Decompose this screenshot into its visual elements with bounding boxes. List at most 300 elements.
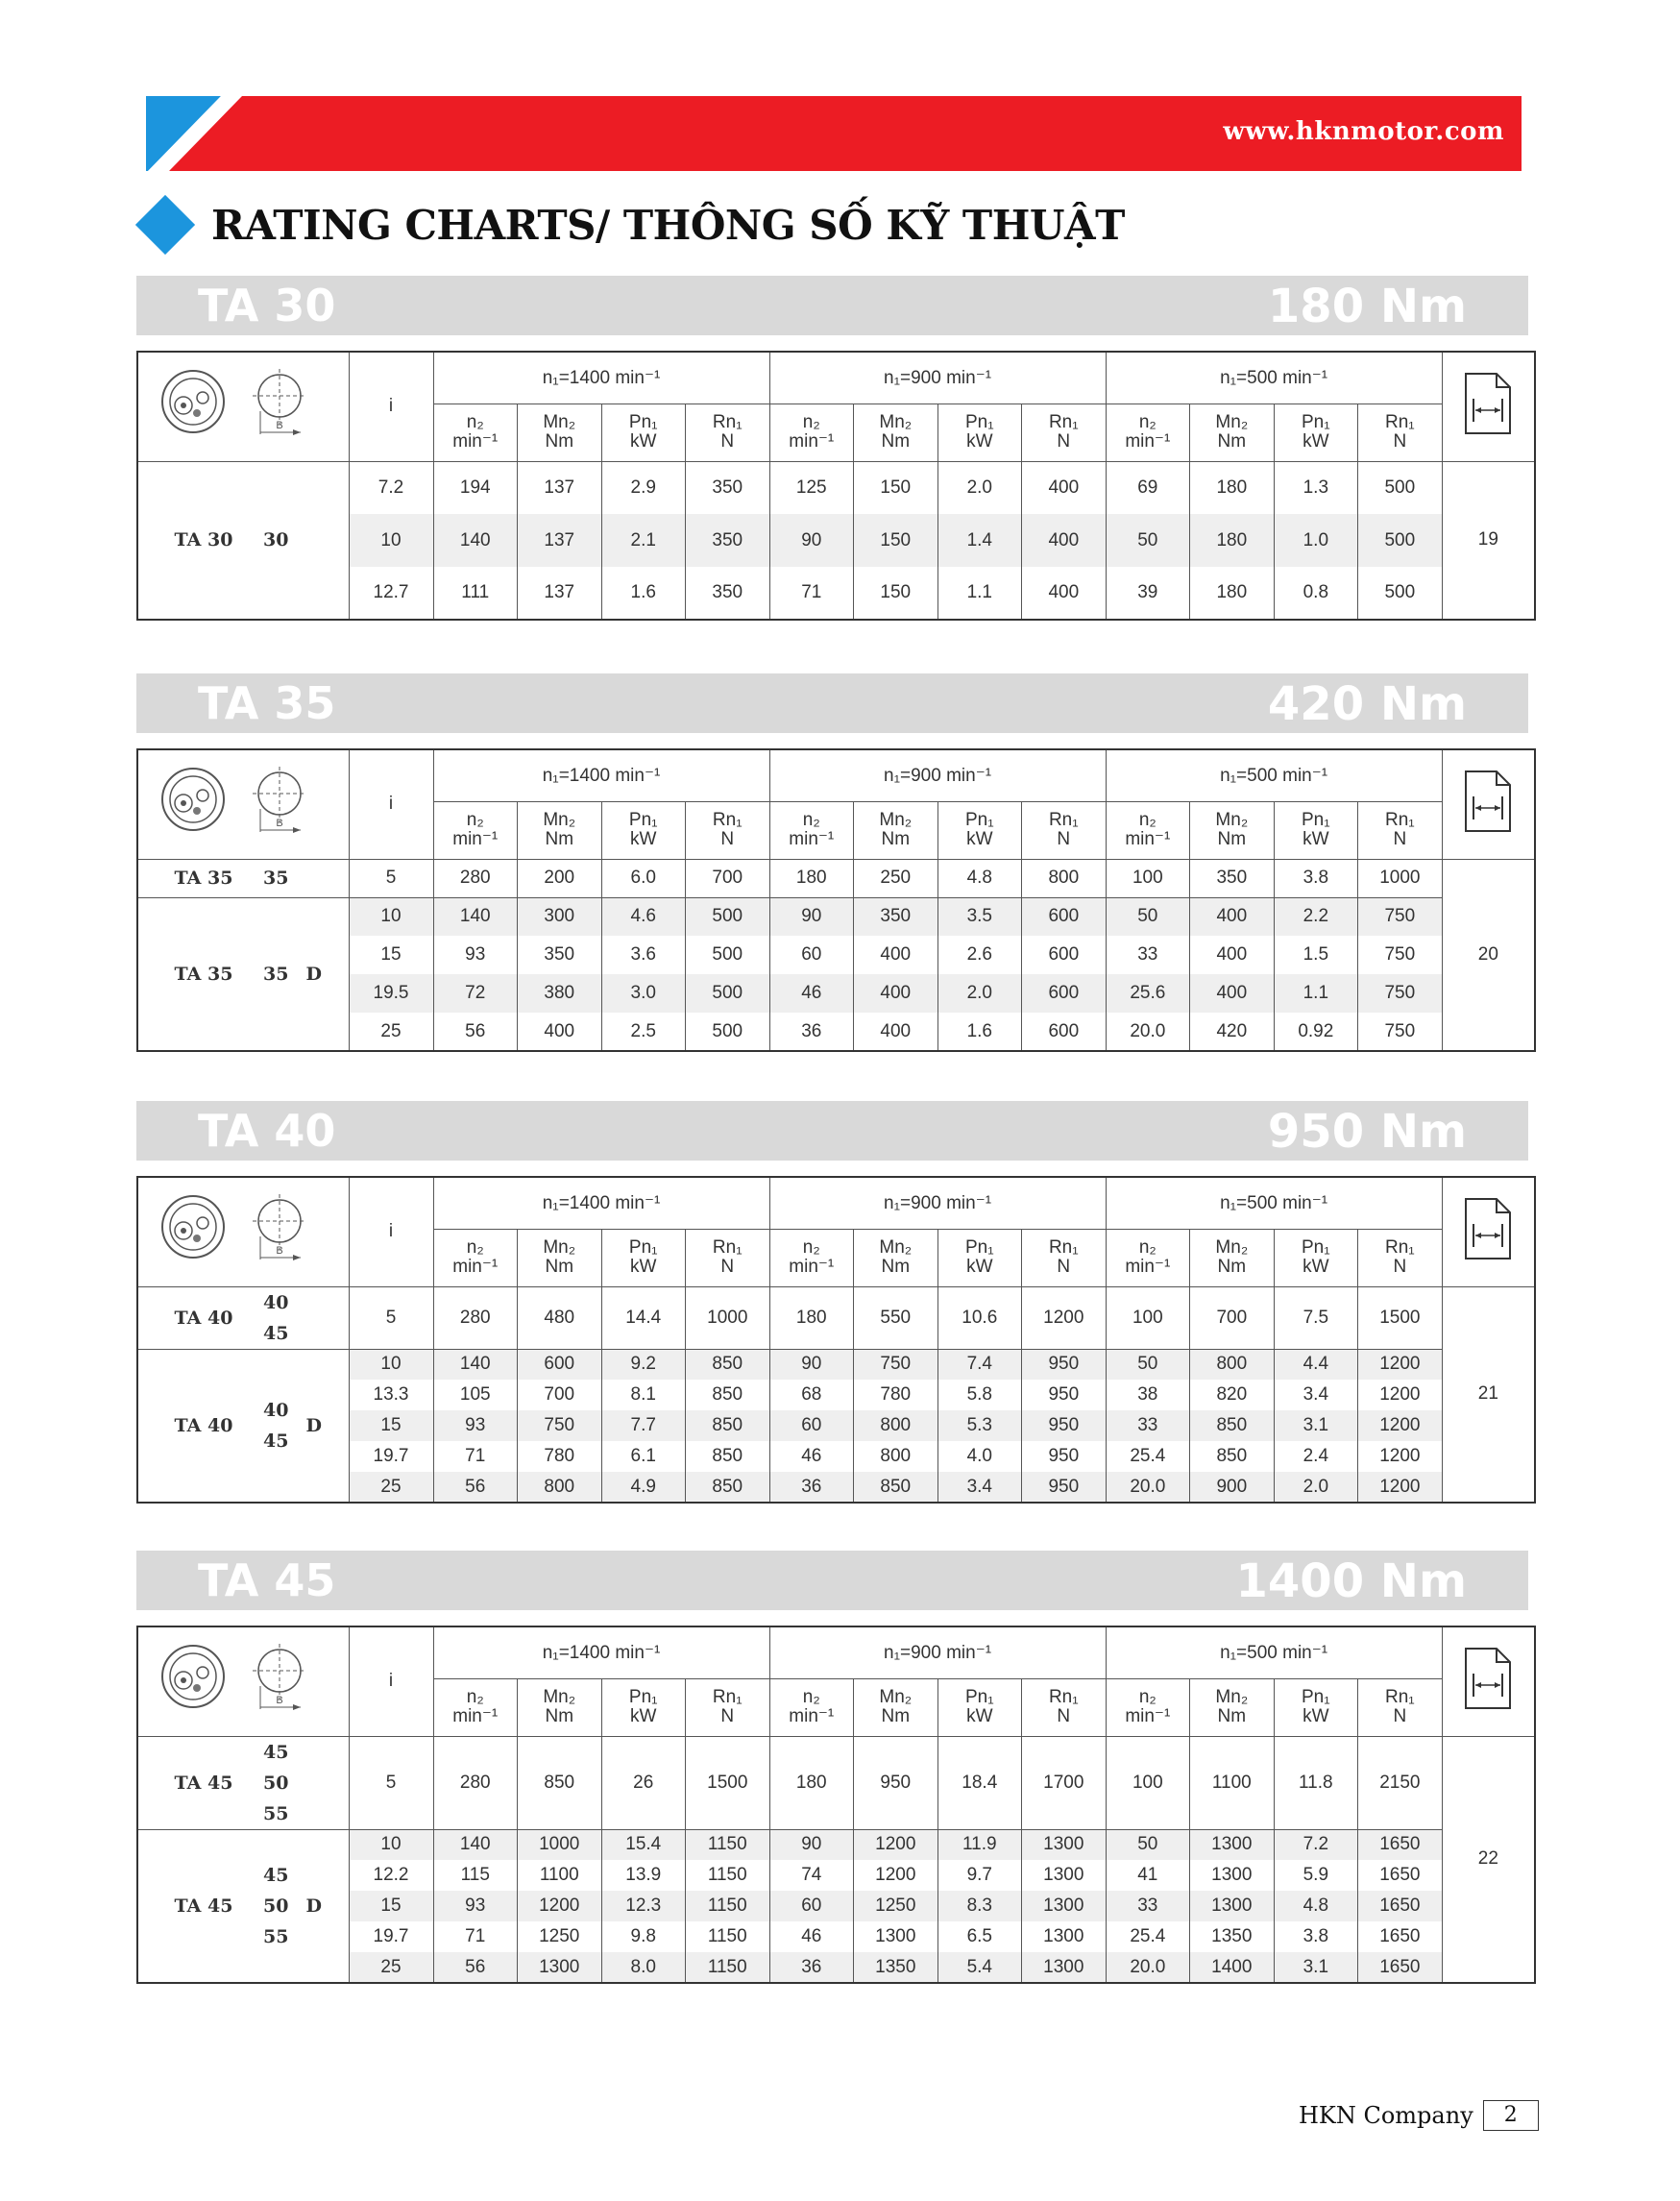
value-cell: 33 — [1106, 1410, 1190, 1441]
doc-icon-cell — [1442, 749, 1535, 859]
value-cell: 400 — [1022, 514, 1107, 567]
value-cell: 850 — [518, 1736, 602, 1829]
value-cell: 1300 — [1022, 1891, 1107, 1921]
gearbox-icon-cell — [137, 1177, 349, 1286]
value-cell: 1650 — [1358, 1921, 1443, 1952]
size-label: 35 — [263, 963, 289, 985]
ratio-cell: 10 — [349, 897, 433, 936]
sub-column-header — [1358, 404, 1443, 461]
value-cell: 900 — [1190, 1472, 1275, 1503]
value-cell: 950 — [1022, 1349, 1107, 1380]
value-cell: 600 — [1022, 897, 1107, 936]
ratio-cell: 15 — [349, 936, 433, 974]
sub-header-unit: N — [720, 1706, 735, 1726]
sub-column-header — [518, 404, 602, 461]
sub-header-symbol: n₂ — [802, 412, 820, 432]
value-cell: 400 — [1190, 936, 1275, 974]
value-cell: 2.0 — [937, 974, 1022, 1013]
sub-header-symbol: n₂ — [802, 810, 820, 830]
value-cell: 1200 — [1358, 1349, 1443, 1380]
ratio-cell: 10 — [349, 1349, 433, 1380]
value-cell: 1.6 — [937, 1013, 1022, 1051]
value-cell: 300 — [518, 897, 602, 936]
model-name: TA 40 — [174, 1414, 233, 1436]
value-cell: 56 — [433, 1472, 518, 1503]
input-speed-header: n₁=500 min⁻¹ — [1106, 352, 1442, 404]
model-suffix: D — [305, 1414, 322, 1436]
sub-column-header — [769, 1678, 854, 1736]
sub-column-header — [1106, 1229, 1190, 1286]
value-cell: 3.1 — [1274, 1410, 1358, 1441]
value-cell: 1300 — [1190, 1891, 1275, 1921]
sub-header-symbol: Mn₂ — [879, 810, 913, 830]
sub-header-unit: min⁻¹ — [789, 829, 835, 849]
sub-header-unit: N — [1057, 1706, 1071, 1726]
value-cell: 850 — [686, 1410, 770, 1441]
sub-header-unit: min⁻¹ — [1125, 431, 1171, 452]
ratio-cell: 15 — [349, 1891, 433, 1921]
value-cell: 800 — [1190, 1349, 1275, 1380]
sub-header-unit: min⁻¹ — [789, 431, 835, 452]
value-cell: 90 — [769, 1829, 854, 1860]
size-label: 45 — [263, 1741, 289, 1763]
value-cell: 3.8 — [1274, 859, 1358, 897]
sub-header-unit: N — [1393, 1706, 1407, 1726]
svg-text:B: B — [276, 818, 283, 830]
sub-header-symbol: Pn₁ — [1301, 1687, 1330, 1707]
sub-header-symbol: Rn₁ — [1384, 810, 1415, 830]
value-cell: 50 — [1106, 1349, 1190, 1380]
sub-header-unit: kW — [966, 431, 993, 452]
value-cell: 400 — [854, 1013, 938, 1051]
value-cell: 850 — [686, 1441, 770, 1472]
value-cell: 90 — [769, 897, 854, 936]
sub-header-unit: min⁻¹ — [452, 1257, 499, 1277]
sub-column-header — [601, 801, 686, 859]
sub-header-unit: min⁻¹ — [1125, 1706, 1171, 1726]
catalog-page-ref[interactable]: 21 — [1442, 1286, 1535, 1503]
value-cell: 280 — [433, 1736, 518, 1829]
value-cell: 850 — [1190, 1441, 1275, 1472]
value-cell: 71 — [433, 1921, 518, 1952]
value-cell: 8.3 — [937, 1891, 1022, 1921]
sub-header-symbol: Pn₁ — [628, 1687, 658, 1707]
value-cell: 1650 — [1358, 1860, 1443, 1891]
value-cell: 9.8 — [601, 1921, 686, 1952]
value-cell: 25.4 — [1106, 1921, 1190, 1952]
sub-column-header — [769, 1229, 854, 1286]
value-cell: 1650 — [1358, 1891, 1443, 1921]
size-label: 45 — [263, 1430, 289, 1452]
sub-header-symbol: n₂ — [1138, 1687, 1157, 1707]
value-cell: 180 — [1190, 461, 1275, 514]
value-cell: 93 — [433, 1410, 518, 1441]
section-torque: 420 Nm — [1267, 677, 1467, 731]
value-cell: 140 — [433, 514, 518, 567]
value-cell: 1400 — [1190, 1952, 1275, 1983]
sub-column-header — [854, 801, 938, 859]
value-cell: 1200 — [518, 1891, 602, 1921]
sub-column-header — [769, 801, 854, 859]
value-cell: 1300 — [1022, 1829, 1107, 1860]
sub-column-header — [937, 1229, 1022, 1286]
model-name-cell — [137, 1286, 349, 1349]
value-cell: 3.0 — [601, 974, 686, 1013]
page-title — [144, 194, 1125, 256]
value-cell: 20.0 — [1106, 1013, 1190, 1051]
value-cell: 100 — [1106, 1286, 1190, 1349]
sub-header-symbol: Rn₁ — [1048, 1687, 1079, 1707]
sub-header-symbol: Mn₂ — [1215, 1687, 1249, 1707]
sub-header-symbol: n₂ — [466, 412, 484, 432]
sub-header-symbol: Rn₁ — [1048, 810, 1079, 830]
value-cell: 100 — [1106, 1736, 1190, 1829]
value-cell: 5.8 — [937, 1380, 1022, 1410]
value-cell: 500 — [1358, 461, 1443, 514]
sub-column-header — [686, 404, 770, 461]
sub-header-unit: Nm — [1217, 431, 1247, 452]
sub-header-unit: N — [720, 829, 735, 849]
value-cell: 2.9 — [601, 461, 686, 514]
sub-column-header — [769, 404, 854, 461]
sub-column-header — [518, 1229, 602, 1286]
sub-header-symbol: Mn₂ — [543, 1687, 576, 1707]
value-cell: 137 — [518, 514, 602, 567]
ratio-cell: 12.7 — [349, 567, 433, 620]
value-cell: 1150 — [686, 1891, 770, 1921]
catalog-page-ref[interactable]: 22 — [1442, 1736, 1535, 1983]
input-speed-header: n₁=500 min⁻¹ — [1106, 749, 1442, 801]
value-cell: 13.9 — [601, 1860, 686, 1891]
value-cell: 36 — [769, 1472, 854, 1503]
model-name-cell — [137, 461, 349, 620]
value-cell: 68 — [769, 1380, 854, 1410]
sub-header-symbol: Pn₁ — [1301, 1237, 1330, 1258]
value-cell: 12.3 — [601, 1891, 686, 1921]
value-cell: 20.0 — [1106, 1472, 1190, 1503]
input-speed-header: n₁=500 min⁻¹ — [1106, 1177, 1442, 1229]
value-cell: 150 — [854, 567, 938, 620]
sub-header-symbol: Pn₁ — [628, 810, 658, 830]
rating-section-3 — [136, 1101, 1528, 1504]
section-model: TA 35 — [198, 677, 336, 729]
section-band — [136, 1101, 1528, 1161]
value-cell: 1100 — [1190, 1736, 1275, 1829]
value-cell: 2.1 — [601, 514, 686, 567]
input-speed-header: n₁=900 min⁻¹ — [769, 1626, 1106, 1678]
sub-header-symbol: Pn₁ — [628, 1237, 658, 1258]
model-name-cell — [137, 1736, 349, 1829]
sub-header-symbol: Mn₂ — [543, 1237, 576, 1258]
sub-header-unit: N — [1393, 431, 1407, 452]
sub-header-symbol: n₂ — [1138, 810, 1157, 830]
model-name-cell — [137, 859, 349, 897]
value-cell: 9.7 — [937, 1860, 1022, 1891]
section-model: TA 45 — [198, 1554, 336, 1606]
value-cell: 3.1 — [1274, 1952, 1358, 1983]
page-title-text: RATING CHARTS/ THÔNG SỐ KỸ THUẬT — [211, 201, 1125, 249]
rating-table — [136, 1626, 1536, 1984]
value-cell: 36 — [769, 1952, 854, 1983]
sub-column-header — [1274, 1678, 1358, 1736]
sub-header-unit: kW — [966, 1706, 993, 1726]
ratio-cell: 5 — [349, 1286, 433, 1349]
size-label: 45 — [263, 1864, 289, 1886]
value-cell: 137 — [518, 567, 602, 620]
value-cell: 74 — [769, 1860, 854, 1891]
model-name: TA 45 — [174, 1895, 233, 1917]
value-cell: 90 — [769, 1349, 854, 1380]
ratio-cell: 25 — [349, 1952, 433, 1983]
value-cell: 350 — [518, 936, 602, 974]
sub-header-unit: Nm — [1217, 1257, 1247, 1277]
value-cell: 33 — [1106, 1891, 1190, 1921]
value-cell: 8.1 — [601, 1380, 686, 1410]
value-cell: 137 — [518, 461, 602, 514]
value-cell: 150 — [854, 514, 938, 567]
size-label: 50 — [263, 1772, 289, 1794]
value-cell: 500 — [686, 897, 770, 936]
sub-column-header — [1274, 801, 1358, 859]
value-cell: 5.3 — [937, 1410, 1022, 1441]
value-cell: 72 — [433, 974, 518, 1013]
sub-header-unit: min⁻¹ — [452, 1706, 499, 1726]
value-cell: 140 — [433, 897, 518, 936]
value-cell: 800 — [854, 1410, 938, 1441]
value-cell: 105 — [433, 1380, 518, 1410]
ratio-cell: 19.5 — [349, 974, 433, 1013]
value-cell: 500 — [686, 1013, 770, 1051]
value-cell: 1.1 — [1274, 974, 1358, 1013]
value-cell: 90 — [769, 514, 854, 567]
sub-header-unit: kW — [1303, 431, 1329, 452]
value-cell: 100 — [1106, 859, 1190, 897]
value-cell: 25.4 — [1106, 1441, 1190, 1472]
catalog-page-ref[interactable]: 19 — [1442, 461, 1535, 620]
sub-column-header — [937, 1678, 1022, 1736]
value-cell: 1200 — [1358, 1472, 1443, 1503]
value-cell: 1200 — [1358, 1410, 1443, 1441]
value-cell: 1.4 — [937, 514, 1022, 567]
sub-column-header — [1106, 1678, 1190, 1736]
size-label: 40 — [263, 1291, 289, 1313]
value-cell: 1000 — [686, 1286, 770, 1349]
value-cell: 2.5 — [601, 1013, 686, 1051]
model-name-cell — [137, 1829, 349, 1983]
value-cell: 4.0 — [937, 1441, 1022, 1472]
sub-header-unit: Nm — [1217, 829, 1247, 849]
value-cell: 71 — [769, 567, 854, 620]
value-cell: 5.4 — [937, 1952, 1022, 1983]
value-cell: 280 — [433, 1286, 518, 1349]
value-cell: 46 — [769, 1921, 854, 1952]
sub-header-symbol: Rn₁ — [1384, 1687, 1415, 1707]
value-cell: 1250 — [854, 1891, 938, 1921]
value-cell: 480 — [518, 1286, 602, 1349]
value-cell: 350 — [1190, 859, 1275, 897]
sub-header-unit: kW — [630, 431, 657, 452]
document-reference-icon — [1464, 1197, 1512, 1260]
ratio-cell: 19.7 — [349, 1921, 433, 1952]
sub-header-symbol: Rn₁ — [1384, 1237, 1415, 1258]
value-cell: 700 — [1190, 1286, 1275, 1349]
sub-column-header — [1022, 404, 1107, 461]
value-cell: 1150 — [686, 1860, 770, 1891]
sub-header-symbol: n₂ — [802, 1237, 820, 1258]
value-cell: 6.5 — [937, 1921, 1022, 1952]
sub-header-unit: N — [1057, 1257, 1071, 1277]
value-cell: 25.6 — [1106, 974, 1190, 1013]
rating-table — [136, 748, 1536, 1052]
website-url[interactable]: www.hknmotor.com — [1223, 117, 1504, 146]
sub-header-unit: Nm — [881, 431, 911, 452]
document-reference-icon — [1464, 770, 1512, 833]
sub-header-unit: N — [1057, 829, 1071, 849]
value-cell: 1350 — [1190, 1921, 1275, 1952]
value-cell: 1000 — [518, 1829, 602, 1860]
value-cell: 180 — [769, 1286, 854, 1349]
sub-header-unit: Nm — [545, 1257, 574, 1277]
model-name: TA 45 — [174, 1772, 233, 1794]
value-cell: 1.6 — [601, 567, 686, 620]
diamond-bullet-icon — [135, 195, 195, 255]
value-cell: 56 — [433, 1013, 518, 1051]
size-label: 55 — [263, 1802, 289, 1824]
model-name-cell — [137, 897, 349, 1051]
gearbox-icon-cell — [137, 1626, 349, 1736]
sub-column-header — [686, 801, 770, 859]
sub-header-symbol: Pn₁ — [964, 810, 994, 830]
table-row — [137, 859, 1535, 897]
sub-column-header — [854, 1229, 938, 1286]
rating-section-1 — [136, 276, 1528, 621]
model-name: TA 35 — [174, 963, 233, 985]
value-cell: 600 — [1022, 936, 1107, 974]
sub-header-symbol: Mn₂ — [879, 1237, 913, 1258]
rating-section-2 — [136, 673, 1528, 1052]
sub-header-unit: kW — [630, 829, 657, 849]
value-cell: 1500 — [1358, 1286, 1443, 1349]
value-cell: 4.9 — [601, 1472, 686, 1503]
value-cell: 550 — [854, 1286, 938, 1349]
ratio-cell: 12.2 — [349, 1860, 433, 1891]
value-cell: 1150 — [686, 1952, 770, 1983]
value-cell: 820 — [1190, 1380, 1275, 1410]
sub-header-unit: kW — [966, 829, 993, 849]
gearbox-drawing-icon — [147, 755, 339, 847]
sub-header-unit: kW — [630, 1257, 657, 1277]
sub-header-symbol: n₂ — [466, 810, 484, 830]
sub-header-unit: min⁻¹ — [789, 1257, 835, 1277]
value-cell: 1650 — [1358, 1952, 1443, 1983]
value-cell: 1500 — [686, 1736, 770, 1829]
ratio-cell: 13.3 — [349, 1380, 433, 1410]
table-row — [137, 1349, 1535, 1380]
value-cell: 1200 — [1358, 1380, 1443, 1410]
value-cell: 750 — [1358, 936, 1443, 974]
value-cell: 18.4 — [937, 1736, 1022, 1829]
value-cell: 93 — [433, 936, 518, 974]
value-cell: 850 — [686, 1380, 770, 1410]
doc-icon-cell — [1442, 1626, 1535, 1736]
table-row — [137, 1286, 1535, 1349]
value-cell: 950 — [1022, 1380, 1107, 1410]
table-row — [137, 1736, 1535, 1829]
value-cell: 400 — [518, 1013, 602, 1051]
value-cell: 950 — [1022, 1441, 1107, 1472]
value-cell: 194 — [433, 461, 518, 514]
value-cell: 1.3 — [1274, 461, 1358, 514]
sub-header-symbol: Pn₁ — [1301, 412, 1330, 432]
value-cell: 180 — [769, 859, 854, 897]
value-cell: 0.8 — [1274, 567, 1358, 620]
value-cell: 250 — [854, 859, 938, 897]
value-cell: 350 — [686, 514, 770, 567]
section-band — [136, 673, 1528, 733]
value-cell: 3.6 — [601, 936, 686, 974]
value-cell: 4.4 — [1274, 1349, 1358, 1380]
value-cell: 350 — [854, 897, 938, 936]
sub-column-header — [601, 404, 686, 461]
value-cell: 950 — [1022, 1472, 1107, 1503]
sub-column-header — [1022, 1229, 1107, 1286]
sub-header-unit: min⁻¹ — [789, 1706, 835, 1726]
catalog-page-ref[interactable]: 20 — [1442, 859, 1535, 1051]
value-cell: 1650 — [1358, 1829, 1443, 1860]
value-cell: 350 — [686, 567, 770, 620]
value-cell: 46 — [769, 1441, 854, 1472]
sub-header-symbol: Rn₁ — [712, 810, 743, 830]
sub-header-unit: kW — [630, 1706, 657, 1726]
sub-column-header — [1274, 404, 1358, 461]
value-cell: 1.5 — [1274, 936, 1358, 974]
sub-header-unit: min⁻¹ — [452, 829, 499, 849]
section-model: TA 30 — [198, 280, 336, 331]
gearbox-drawing-icon — [147, 1183, 339, 1275]
sub-header-symbol: n₂ — [1138, 412, 1157, 432]
sub-header-unit: Nm — [545, 431, 574, 452]
sub-column-header — [937, 404, 1022, 461]
sub-header-symbol: Pn₁ — [964, 412, 994, 432]
sub-header-unit: N — [720, 431, 735, 452]
value-cell: 111 — [433, 567, 518, 620]
input-speed-header: n₁=1400 min⁻¹ — [433, 1177, 769, 1229]
value-cell: 600 — [1022, 1013, 1107, 1051]
sub-header-symbol: Mn₂ — [1215, 412, 1249, 432]
value-cell: 8.0 — [601, 1952, 686, 1983]
sub-header-unit: kW — [966, 1257, 993, 1277]
size-label: 55 — [263, 1925, 289, 1947]
section-torque: 1400 Nm — [1235, 1554, 1467, 1608]
value-cell: 3.5 — [937, 897, 1022, 936]
sub-column-header — [1190, 801, 1275, 859]
rating-table — [136, 1176, 1536, 1504]
value-cell: 1300 — [1022, 1921, 1107, 1952]
sub-header-unit: kW — [1303, 1257, 1329, 1277]
value-cell: 950 — [854, 1736, 938, 1829]
value-cell: 180 — [1190, 567, 1275, 620]
sub-header-unit: min⁻¹ — [452, 431, 499, 452]
value-cell: 2150 — [1358, 1736, 1443, 1829]
value-cell: 750 — [1358, 897, 1443, 936]
value-cell: 800 — [518, 1472, 602, 1503]
value-cell: 500 — [1358, 567, 1443, 620]
sub-header-symbol: Mn₂ — [543, 412, 576, 432]
document-reference-icon — [1464, 372, 1512, 435]
sub-header-unit: Nm — [545, 829, 574, 849]
model-name: TA 40 — [174, 1307, 233, 1329]
value-cell: 5.9 — [1274, 1860, 1358, 1891]
